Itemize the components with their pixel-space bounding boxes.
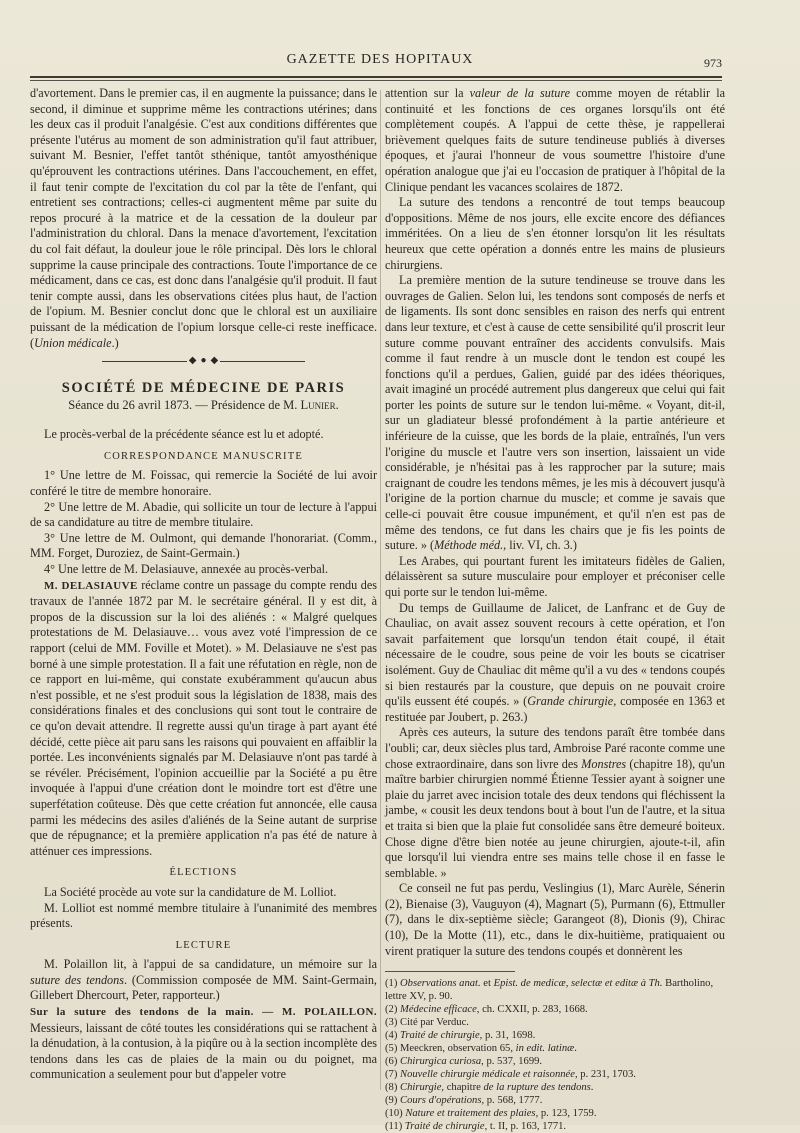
elections-heading: ÉLECTIONS [169, 867, 238, 879]
lecture-paragraph: M. Polaillon lit, à l'appui de sa candidature, un mémoire sur la suture des tendons. (Commission composée de MM. Saint-Germain, Gillebert Dhercourt, Peter, rapporteur.) [30, 957, 377, 1003]
footnote: (3) Cité par Verduc. [385, 1017, 469, 1029]
correspondance-item-3: 3° Une lettre de M. Oulmont, qui demande l'honorariat. (Comm., MM. Forget, Duroziez, de Saint-Germain.) [30, 530, 377, 561]
session-line: Séance du 26 avril 1873. — Présidence de M. Lunier. [68, 397, 339, 412]
left-column [30, 86, 377, 1083]
right-paragraph-5: Du temps de Guillaume de Jalicet, de Lanfranc et de Guy de Chauliac, on avait assez souvent recours à cette opération, et l'on savait parfaitement que lorsqu'un tendon était coupé, il était nécessaire de le coudre, sous peine de voir les bouts se cicatriser isolément. Guy de Chauliac dit même qu'il a vu des « tendons coupés si bien restaurés par la cousture, que depuis on ne pouvait croire qu'ils eussent été coupés. » (Grande chirurgie, composée en 1363 et restituée par Joubert, p. 263.) [385, 600, 726, 724]
footnote: (11) Traité de chirurgie, t. II, p. 163, 1771. [385, 1121, 567, 1133]
minutes-paragraph: Le procès-verbal de la précédente séance est lu et adopté. [44, 427, 324, 442]
intro-paragraph: d'avortement. Dans le premier cas, il en augmente la puissance; dans le second, il diminue et supprime même les contractions utérines; dans les deux cas il produit l'analgésie. C'est aux conditions différentes que présente l'utérus au moment de son administration qu'il faut attribuer, suivant M. Besnier, l'effet tantôt sthénique, tantôt amyosthénique qu'éprouvent les contractions utérines. Dans l'accouchement, en effet, il faut tenir compte de l'excitation du col par la tête de l'enfant, qui entretient ses contractions; celles-ci augmentent même par suite du repos procuré à la matrice et de la cessation de la douleur par l'administration du chloral. Dans la menace d'avortement, l'excitation du col fait défaut, la douleur joue le rôle principal. Dès lors le chloral supprime la cause principale des contractions. Toute l'importance de ce médicament, dans ce cas, est donc dans l'analgésie qu'il produit. Il faut tenir compte aussi, dans les observations citées plus haut, de l'action de l'opium. M. Besnier conclut donc que le chloral est un auxiliaire puissant de la médication de l'opium lorsque celle-ci reste inefficace. (Union médicale.) [30, 86, 377, 350]
running-title: GAZETTE DES HOPITAUX [286, 52, 474, 67]
right-column [385, 86, 725, 1133]
footnote-rule [385, 971, 515, 972]
suture-runin-title: Sur la suture des tendons de la main. — M. POLAILLON. [30, 1006, 377, 1019]
footnote: (7) Nouvelle chirurgie médicale et raisonnée, p. 231, 1703. [385, 1069, 636, 1081]
right-paragraph-3: La première mention de la suture tendineuse se trouve dans les ouvrages de Galien. Selon lui, les tendons sont composés de nerfs et de ligaments. Ils sont donc sensibles en raison des nerfs qui entrent dans leur texture, et c'est à cause de cette sensibilité qu'il proscrit leur suture comme pouvant entraîner des accidents convulsifs. Mais comme il faut rendre à un muscle dont le tendon est coupé les fonctions qu'il a perdues, Galien, guidé par des idées théoriques, avait imaginé un procédé autrement plus dangereux que celui qui fait porter les points de suture sur le tendon lui-même. « Voyant, dit-il, sur un gladiateur blessé profondément à la partie antérieure et inférieure de la cuisse, que les bords de la plaie, entraînés, l'un vers l'origine du muscle et l'autre vers son insertion, laissaient un vide considérable, je n'hésitai pas à les rapprocher par la suture; mais craignant de coudre les tendons mêmes, je les mis à découvert jusqu'à l'origine de la portion charnue du muscle; et comme je savais que celle-ci pouvait être cousue impunément, et qu'il n'en est pas de même des tendons, ce fut dans les chairs que je fis les points de suture. » (Méthode méd., liv. VI, ch. 3.) [385, 273, 725, 553]
header-rule-thin [30, 80, 722, 81]
suture-paragraph: Sur la suture des tendons de la main. — M. POLAILLON. Messieurs, laissant de côté toutes les considérations qui se rattachent à la dénudation, à la contusion, à la piqûre ou à la section incomplète des tendons dans les cas de plaies de la main ou du poignet, ma communication a seulement pour but d'appeler votre [30, 1006, 377, 1082]
footnote: (5) Meeckren, observation 65, in edit. latinæ. [385, 1043, 577, 1055]
correspondance-item-4: 4° Une lettre de M. Delasiauve, annexée au procès-verbal. [44, 562, 329, 577]
right-paragraph-2: La suture des tendons a rencontré de tout temps beaucoup d'oppositions. Même de nos jours, elle excite encore des défiances imméritées. On a lieu de s'en étonner lorsqu'on lit les résultats heureux que cette opération a donnés entre les mains de plusieurs chirurgiens. [385, 195, 725, 272]
page-number: 973 [704, 56, 722, 70]
footnote: (6) Chirurgica curiosa, p. 537, 1699. [385, 1056, 543, 1068]
section-ornament: ◆ ● ◆ [30, 355, 377, 367]
footnotes [385, 977, 725, 1133]
footnote: (1) Observations anat. et Epist. de medicæ, selectæ et editæ à Th. Bartholino, lettre XV, p. 90. [385, 978, 714, 1003]
page-header [30, 48, 730, 78]
footnote: (9) Cours d'opérations, p. 568, 1777. [385, 1095, 543, 1107]
right-paragraph-7: Ce conseil ne fut pas perdu, Veslingius (1), Marc Aurèle, Sénerin (2), Bienaise (3), Vauguyon (4), Magnart (5), Purmann (6), Ettmuller (7), dans le dix-septième siècle; Garangeot (8), Dionis (9), Chirac (10), De la Motte (11), etc., dans le dix-huitième, pratiquaient ou virent pratiquer la suture des tendons coupés et donnèrent les [385, 881, 725, 958]
footnote: (8) Chirurgie, chapitre de la rupture des tendons. [385, 1082, 594, 1094]
elections-paragraph-1: La Société procède au vote sur la candidature de M. Lolliot. [44, 884, 337, 899]
column-divider [380, 90, 381, 1090]
lecture-heading: LECTURE [175, 939, 232, 951]
source-citation: Union médicale [34, 335, 112, 350]
correspondance-item-1: 1° Une lettre de M. Foissac, qui remercie la Société de lui avoir conféré le titre de membre honoraire. [30, 468, 377, 499]
delasiauve-paragraph: M. DELASIAUVE réclame contre un passage du compte rendu des travaux de l'année 1872 par M. le secrétaire général. Il y est dit, à propos de la discussion sur la loi des aliénés : « Malgré quelques protestations de M. Delasiauve… vous avez voté l'impression de ce rapport (celui de MM. Foville et Motet). » M. Delasiauve ne s'est pas borné à une simple protestation. Il a fait une réfutation en règle, non de ce rapport en lui-même, qui constate exubéramment qu'aucun abus n'est possible, et ne s'est produit sous la législation de 1838, mais des considérations finales et des conclusions qui sont tout le contraire de ce qu'on devait attendre. Il regrette aussi qu'un tirage à part ayant été décidé, cette pièce ait paru sans les raisons qui pouvaient en affaiblir la portée. Les inconvénients signalés par M. Delasiauve n'ont pas tardé à se révéler. Précisément, l'opinion accueillie par la Société a pu être invoquée à l'appui d'une création dont le moindre tort est d'être une superfétation coûteuse. Dès que cette création fut annoncée, elle causa parmi les médecins des asiles d'aliénés de la Seine autant de surprise que de répugnance; et la première application n'a pas été de nature à atténuer ces impressions. [30, 577, 377, 858]
footnote: (10) Nature et traitement des plaies, p. 123, 1759. [385, 1108, 597, 1120]
society-title: SOCIÉTÉ DE MÉDECINE DE PARIS [61, 380, 346, 397]
right-paragraph-4: Les Arabes, qui pourtant furent les imitateurs fidèles de Galien, délaissèrent sa suture musculaire pour employer et préconiser celle qui porte sur le tendon lui-même. [385, 553, 725, 599]
header-rule [30, 76, 722, 78]
right-paragraph-1: attention sur la valeur de la suture comme moyen de rétablir la continuité et les fonctions de ces organes lorsqu'ils ont été complètement coupés. A l'appui de cette thèse, je rappellerai brièvement quelques faits de suture tendineuse publiés à diverses époques, et j'aurai l'honneur de vous soumettre l'histoire d'une opération analogue que j'ai eu l'occasion de pratiquer à l'hôpital de la Clinique pendant les vacances scolaires de 1872. [385, 86, 725, 194]
footnote: (2) Médecine efficace, ch. CXXII, p. 283, 1668. [385, 1004, 588, 1016]
correspondance-item-2: 2° Une lettre de M. Abadie, qui sollicite un tour de lecture à l'appui de sa candidature au titre de membre titulaire. [30, 499, 377, 530]
elections-paragraph-2: M. Lolliot est nommé membre titulaire à l'unanimité des membres présents. [30, 900, 377, 931]
footnote: (4) Traité de chirurgie, p. 31, 1698. [385, 1030, 536, 1042]
right-paragraph-6: Après ces auteurs, la suture des tendons paraît être tombée dans l'oubli; car, deux siècles plus tard, Ambroise Paré raconte comme une chose extraordinaire, dans son livre des Monstres (chapitre 18), qu'un maître barbier chirurgien nommé Étienne Tessier ayant à soigner une plaie du jarret avec incision totale des deux tendons qui fléchissent la jambe, « cousit les deux tendons bout à bout l'un de l'autre, et la situa et traita si bien que la plaie fut consolidée sans être demeuré boiteux. Chose digne d'être bien notée au jeune chirurgien, ajoute-t-il, afin que lorsqu'il lui viendra entre ses mains telle chose il en fasse le semblable. » [385, 725, 725, 880]
correspondance-heading: CORRESPONDANCE MANUSCRITE [104, 450, 303, 462]
